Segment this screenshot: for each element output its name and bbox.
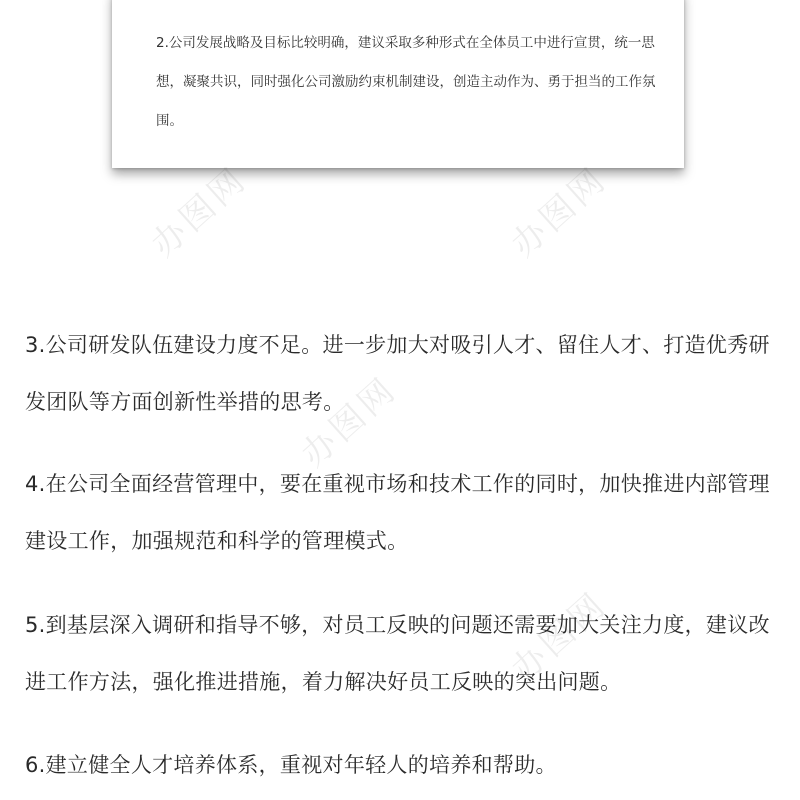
watermark: 办图网 [503, 159, 616, 266]
paragraph-item-6: 6.建立健全人才培养体系，重视对年轻人的培养和帮助。 [25, 753, 557, 777]
watermark: 办图网 [143, 159, 256, 266]
card-paragraph-item-2: 2.公司发展战略及目标比较明确，建议采取多种形式在全体员工中进行宣贯，统一思想，凝聚共识，同时强化公司激励约束机制建设，创造主动作为、勇于担当的工作氛围。 [156, 35, 656, 129]
watermark: 办图网 [293, 369, 406, 476]
paragraph-item-4: 4.在公司全面经营管理中，要在重视市场和技术工作的同时，加快推进内部管理建设工作，加强规范和科学的管理模式。 [25, 472, 770, 553]
paragraph-item-5: 5.到基层深入调研和指导不够，对员工反映的问题还需要加大关注力度，建议改进工作方法，强化推进措施，着力解决好员工反映的突出问题。 [25, 613, 770, 694]
paragraph-item-3: 3.公司研发队伍建设力度不足。进一步加大对吸引人才、留住人才、打造优秀研发团队等方面创新性举措的思考。 [25, 333, 770, 414]
document-card [112, 0, 684, 168]
watermark: 办图网 [503, 584, 616, 691]
